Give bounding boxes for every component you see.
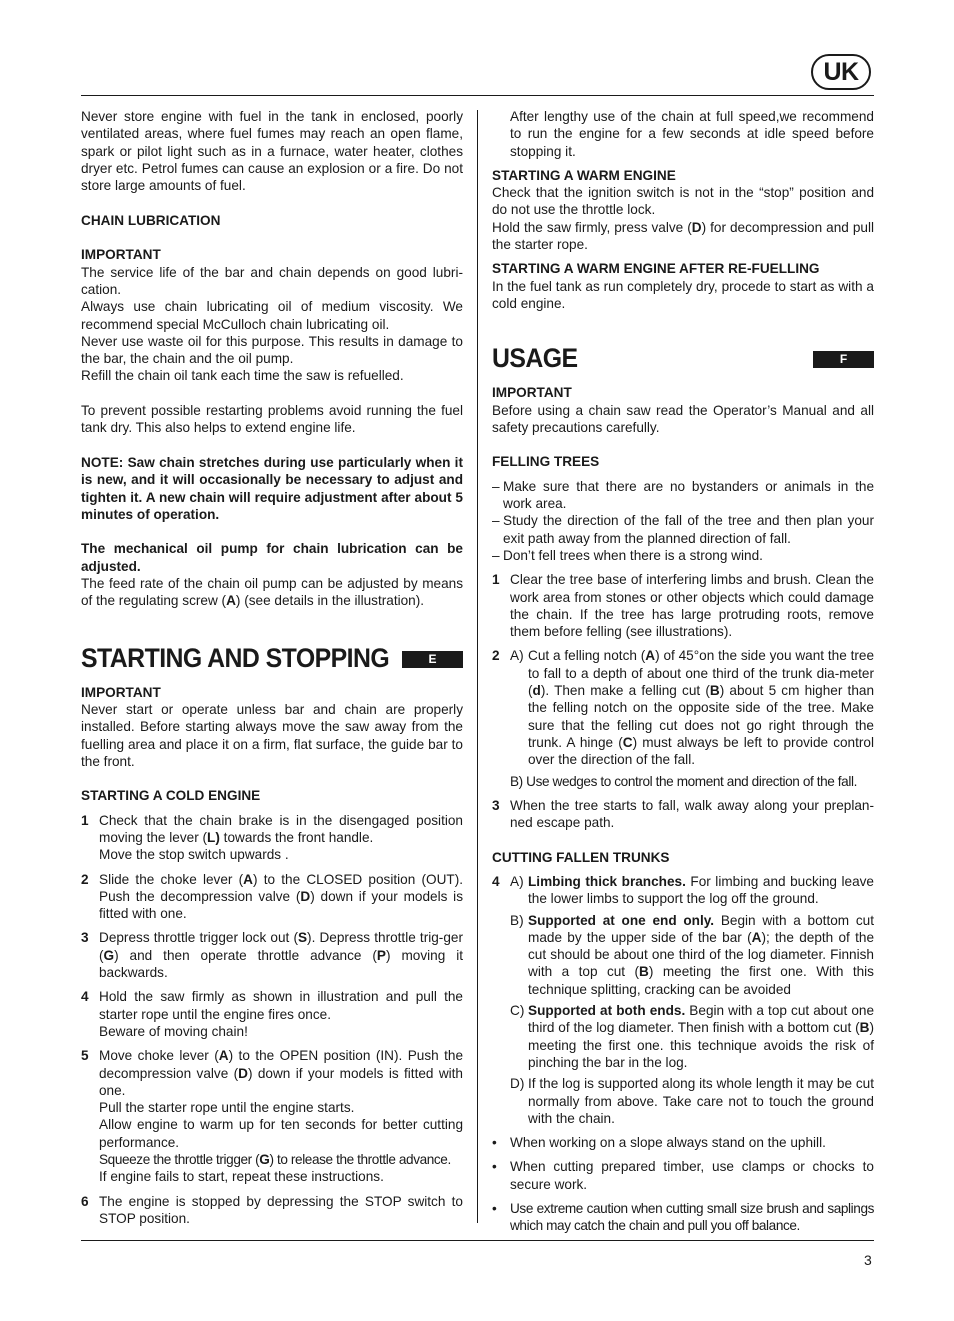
lubrication-text-3: Never use waste oil for this purpose. This results in damage to the bar, the chain and the oil pump. [81,333,463,367]
bottom-rule [81,1240,874,1241]
important-heading: IMPORTANT [492,385,572,401]
step-3: 3 Depress throttle trigger lock out (S). Depress throttle trig-ger (G) and then operate throttle advance (P) moving it backwards. [81,930,463,981]
language-badge: UK [811,54,871,90]
page-number: 3 [864,1252,872,1268]
section-title: USAGE [492,343,578,374]
felling-step-3: 3 When the tree starts to fall, walk away along your preplan-ned escape path. [492,797,874,831]
step-4: 4 Hold the saw firmly as shown in illustration and pull the starter rope until the engine fires once. Beware of moving chain! [81,989,463,1039]
warm-engine-heading: STARTING A WARM ENGINE [492,167,676,183]
list-item: • When working on a slope always stand on the uphill. [492,1135,826,1151]
lubrication-text-1: The service life of the bar and chain depends on good lubri-cation. [81,264,463,297]
after-use-paragraph: After lengthy use of the chain at full speed,we recommend to run the engine for a few seconds at idle speed before stopping it. [510,109,874,159]
list-item: – Study the direction of the fall of the tree and then plan your exit path away from the planned direction of fall. [492,513,874,546]
refuel-heading: STARTING A WARM ENGINE AFTER RE-FUELLING [492,261,820,277]
step-6: 6 The engine is stopped by depressing the STOP switch to STOP position. [81,1193,463,1226]
important-text: Never start or operate unless bar and chain are properly installed. Before starting always move the saw away from the fuelling area and place it on a firm, flat surface, the guide bar to the front. [81,701,463,769]
list-item: – Don’t fell trees when there is a strong wind. [492,547,763,563]
section-title: STARTING AND STOPPING [81,642,390,673]
list-item: • Use extreme caution when cutting small size brush and saplings which may catch the chain and pull you off balance. [492,1201,874,1234]
step-1: 1 Check that the chain brake is in the disengaged position moving the lever (L) towards the front handle. Move the stop switch upwards . [81,812,463,863]
pump-paragraph: The feed rate of the chain oil pump can be adjusted by means of the regulating screw (A) (see details in the illustration). [81,576,463,609]
warm-engine-text-1: Check that the ignition switch is not in the “stop” position and do not use the throttle lock. [492,185,874,218]
step-2: 2 Slide the choke lever (A) to the CLOSED position (OUT). Push the decompression valve (D) down if your models is fitted with one. [81,871,464,922]
column-divider [477,110,478,1223]
important-text: Before using a chain saw read the Operator’s Manual and all safety precautions carefully. [492,402,874,435]
warm-engine-text-2: Hold the saw firmly, press valve (D) for decompression and pull the starter rope. [492,219,874,253]
list-item: • When cutting prepared timber, use clamps or chocks to secure work. [492,1159,874,1192]
section-starting-stopping [81,642,463,676]
lubrication-text-4: Refill the chain oil tank each time the saw is refuelled. [81,368,404,384]
cutting-heading: CUTTING FALLEN TRUNKS [492,849,670,865]
important-heading: IMPORTANT [81,684,161,700]
important-heading: IMPORTANT [81,247,161,263]
cold-engine-heading: STARTING A COLD ENGINE [81,788,261,804]
felling-step-1: 1 Clear the tree base of interfering limbs and brush. Clean the work area from stones or other objects which could damage the chain. If the tree has large protruding roots, remove them before felling (see illustrations). [492,572,874,640]
pump-heading: The mechanical oil pump for chain lubrication can be adjusted. [81,541,463,574]
left-column [81,108,463,1227]
section-usage [492,342,874,376]
cutting-step-4: 4 A) Limbing thick branches. For limbing and bucking leave the lower limbs to support the log off the ground. B) Supported at one end only. Begin with a bottom cut made by the upper side of the bar (A); the depth of the cut should be about one third of the log diameter. Finnish with a top cut (B) meeting the first one. With this technique splitting, cracking can be avoided C) Supported at both ends. Begin with a top cut about one third of the log diameter. Then finish with a bottom cut (B) meeting the first one. this technique avoids the risk of pinching the bar in the log. D) If the log is supported along its whole length it may be cut normally from above. Take care not to touch the ground with the chain. [492,873,875,1126]
step-5: 5 Move choke lever (A) to the OPEN position (IN). Push the decompression valve (D) down if your models is fitted with one. Pull the starter rope until the engine starts. Allow engine to warm up for ten seconds for better cutting performance. Squeeze the throttle trigger (G) to release the throttle advance. If engine fails to start, repeat these instructions. [81,1048,463,1185]
lubrication-text-2: Always use chain lubricating oil of medium viscosity. We recommend special McCulloch chain lubricating oil. [81,299,463,332]
felling-step-2: 2 A) Cut a felling notch (A) of 45°on the side you want the tree to fall to a depth of about one third of the trunk dia-meter (d). Then make a felling cut (B) about 5 cm higher than the felling notch on the opposite side of the tree. Make sure that the felling cut does not go right through the trunk. A hinge (C) must always be left to provide control over the direction of the fall. B) Use wedges to control the moment and direction of the fall. [492,648,875,789]
top-rule [81,95,874,96]
restart-paragraph: To prevent possible restarting problems avoid running the fuel tank dry. This also helps to extend engine life. [81,403,463,436]
refuel-text: In the fuel tank as run completely dry, procede to start as with a cold engine. [492,278,874,311]
right-column [492,108,874,1235]
note-paragraph: NOTE: Saw chain stretches during use particularly when it is new, and it will occasionally be necessary to adjust and tighten it. A new chain will require adjustment after about 5 minutes of operation. [81,454,463,522]
section-tag: E [402,651,463,668]
list-item: – Make sure that there are no bystanders or animals in the work area. [492,478,874,512]
felling-heading: FELLING TREES [492,454,600,470]
storage-paragraph: Never store engine with fuel in the tank in enclosed, poorly ventilated areas, where fuel fumes may reach an open flame, spark or pilot light such as in a furnace, water heater, clothes dryer etc. Petrol fumes can cause an explosion or a fire. Do not store large amounts of fuel. [81,109,463,194]
chain-lubrication-heading: CHAIN LUBRICATION [81,212,221,228]
section-tag: F [813,351,874,368]
